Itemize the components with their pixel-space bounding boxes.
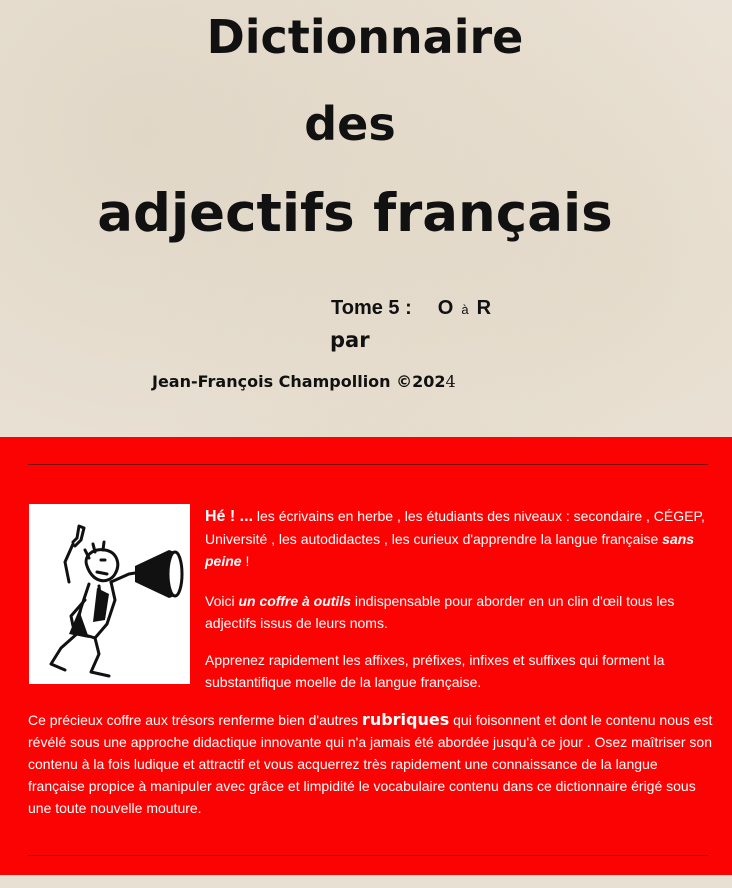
tome-number: Tome 5 : (331, 297, 412, 319)
tome-range-end: R (476, 297, 492, 319)
bottom-margin (0, 875, 732, 888)
tome-range-start: O (437, 297, 454, 319)
volume-label (331, 297, 491, 320)
promo-paragraph-4: Ce précieux coffre aux trésors renferme bien d'autres rubriques qui foisonnent et dont le contenu nous est révélé sous une approche didactique innovante qui n'a jamais été abordée jusqu'à ce jour . Osez maîtriser son contenu à la fois ludique et attractif et vous acquerrez très rapidement une connaissance de la langue française propice à manipuler avec grâce et limpidité le vocabulaire contenu dans ce dictionnaire érigé sous une toute nouvelle mouture. (28, 710, 713, 816)
title-line-2: des (304, 97, 396, 151)
promo-paragraph-1: Hé ! ... les écrivains en herbe , les étudiants des niveaux : secondaire , CÉGEP, Université , les autodidactes , les curieux d'apprendre la langue française sans peine ! (205, 508, 705, 569)
tome-range-sep: à (461, 302, 469, 317)
promo-panel (0, 437, 732, 875)
title-line-3: adjectifs français (97, 183, 613, 244)
promo-paragraph-3: Apprenez rapidement les affixes, préfixes, infixes et suffixes qui forment la substantifique moelle de la langue française. (205, 652, 665, 690)
promo-lead: Hé ! ... (205, 508, 254, 525)
author-name: Jean-François Champollion ©202 (152, 372, 446, 391)
megaphone-man-icon (29, 504, 190, 684)
divider-top (28, 464, 708, 465)
rubriques-highlight: rubriques (361, 710, 450, 729)
promo-paragraph-2: Voici un coffre à outils indispensable pour aborder en un clin d'œil tous les adjectifs issus de leurs noms. (205, 593, 675, 631)
author-year-digit: 4 (445, 372, 456, 391)
title-line-1: Dictionnaire (206, 10, 524, 64)
divider-bottom (28, 855, 708, 856)
author-line (152, 372, 456, 391)
by-label: par (330, 328, 370, 352)
